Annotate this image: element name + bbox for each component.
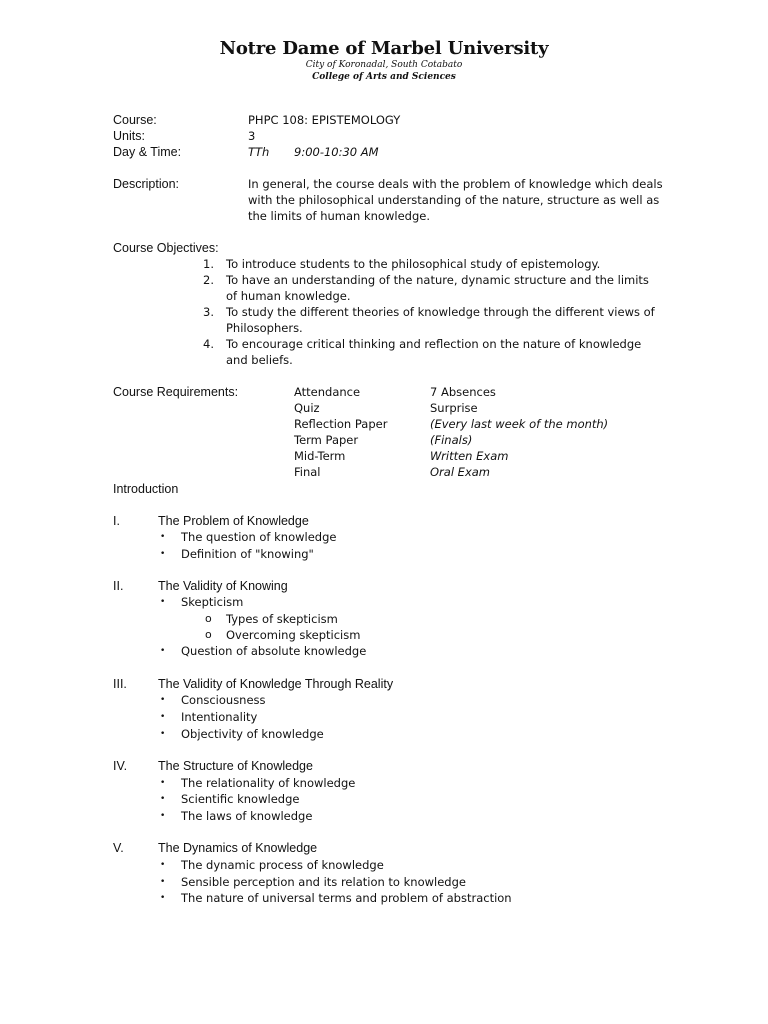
objectives-label: Course Objectives: bbox=[113, 241, 219, 255]
introduction-heading: Introduction bbox=[113, 482, 179, 496]
university-name: Notre Dame of Marbel University bbox=[219, 38, 549, 59]
list-item: The dynamic process of knowledge bbox=[181, 858, 384, 872]
bullet-icon: • bbox=[160, 778, 166, 788]
objective-number: 4. bbox=[203, 337, 214, 351]
section-numeral: V. bbox=[113, 841, 124, 855]
college-name: College of Arts and Sciences bbox=[312, 72, 456, 82]
bullet-icon: • bbox=[160, 549, 166, 559]
section-title: The Dynamics of Knowledge bbox=[158, 841, 318, 855]
requirements-label: Course Requirements: bbox=[113, 385, 239, 399]
bullet-icon: • bbox=[160, 729, 166, 739]
objective-number: 2. bbox=[203, 273, 214, 287]
sub-bullet-icon: o bbox=[205, 612, 212, 625]
list-item: The relationality of knowledge bbox=[181, 776, 356, 790]
bullet-icon: • bbox=[160, 597, 166, 607]
units-label: Units: bbox=[113, 129, 145, 143]
list-item: Intentionality bbox=[181, 710, 258, 724]
day-time-label: Day & Time: bbox=[113, 145, 182, 159]
sub-list-item: Types of skepticism bbox=[226, 612, 338, 626]
day-value: TTh bbox=[248, 145, 270, 159]
course-value: PHPC 108: EPISTEMOLOGY bbox=[248, 113, 401, 127]
description-text: In general, the course deals with the problem of knowledge which deals with the philosophical understanding of the nature, structure as well as the limits of human knowledge. bbox=[248, 177, 663, 223]
list-item: The laws of knowledge bbox=[181, 809, 313, 823]
list-item: Sensible perception and its relation to knowledge bbox=[181, 875, 466, 889]
course-label: Course: bbox=[113, 113, 157, 127]
requirement-detail: (Every last week of the month) bbox=[430, 417, 609, 431]
objective-text: To study the different theories of knowledge through the different views of Philosophers. bbox=[226, 305, 655, 335]
requirement-name: Quiz bbox=[294, 401, 320, 415]
requirement-detail: 7 Absences bbox=[430, 385, 496, 399]
requirement-detail: (Finals) bbox=[430, 433, 473, 447]
list-item: Objectivity of knowledge bbox=[181, 727, 324, 741]
section-numeral: II. bbox=[113, 579, 124, 593]
list-item: Definition of "knowing" bbox=[181, 547, 314, 561]
requirement-name: Mid-Term bbox=[294, 449, 346, 463]
section-title: The Problem of Knowledge bbox=[158, 514, 309, 528]
list-item: Scientific knowledge bbox=[181, 792, 300, 806]
requirement-name: Attendance bbox=[294, 385, 361, 399]
time-value: 9:00-10:30 AM bbox=[294, 145, 379, 159]
sub-list-item: Overcoming skepticism bbox=[226, 628, 361, 642]
section-numeral: IV. bbox=[113, 759, 128, 773]
section-title: The Validity of Knowing bbox=[158, 579, 288, 593]
section-title: The Validity of Knowledge Through Reality bbox=[158, 677, 394, 691]
bullet-icon: • bbox=[160, 695, 166, 705]
bullet-icon: • bbox=[160, 860, 166, 870]
list-item: Skepticism bbox=[181, 595, 244, 609]
university-location: City of Koronadal, South Cotabato bbox=[305, 60, 463, 70]
objective-number: 3. bbox=[203, 305, 214, 319]
objective-number: 1. bbox=[203, 257, 214, 271]
requirement-detail: Written Exam bbox=[430, 449, 509, 463]
objective-text: To introduce students to the philosophical study of epistemology. bbox=[226, 257, 601, 271]
bullet-icon: • bbox=[160, 646, 166, 656]
description-label: Description: bbox=[113, 177, 179, 191]
list-item: The question of knowledge bbox=[181, 530, 337, 544]
objective-text: To have an understanding of the nature, dynamic structure and the limits of human knowledge. bbox=[226, 273, 649, 303]
requirement-name: Final bbox=[294, 465, 321, 479]
bullet-icon: • bbox=[160, 893, 166, 903]
list-item: The nature of universal terms and problem of abstraction bbox=[181, 891, 512, 905]
section-numeral: III. bbox=[113, 677, 127, 691]
sub-bullet-icon: o bbox=[205, 628, 212, 641]
list-item: Consciousness bbox=[181, 693, 266, 707]
requirement-name: Reflection Paper bbox=[294, 417, 388, 431]
objective-text: To encourage critical thinking and reflection on the nature of knowledge and beliefs. bbox=[226, 337, 642, 367]
bullet-icon: • bbox=[160, 712, 166, 722]
requirement-detail: Oral Exam bbox=[430, 465, 490, 479]
section-title: The Structure of Knowledge bbox=[158, 759, 313, 773]
requirement-name: Term Paper bbox=[294, 433, 359, 447]
bullet-icon: • bbox=[160, 532, 166, 542]
bullet-icon: • bbox=[160, 877, 166, 887]
units-value: 3 bbox=[248, 129, 256, 143]
section-numeral: I. bbox=[113, 514, 120, 528]
list-item: Question of absolute knowledge bbox=[181, 644, 367, 658]
requirement-detail: Surprise bbox=[430, 401, 478, 415]
bullet-icon: • bbox=[160, 794, 166, 804]
bullet-icon: • bbox=[160, 811, 166, 821]
